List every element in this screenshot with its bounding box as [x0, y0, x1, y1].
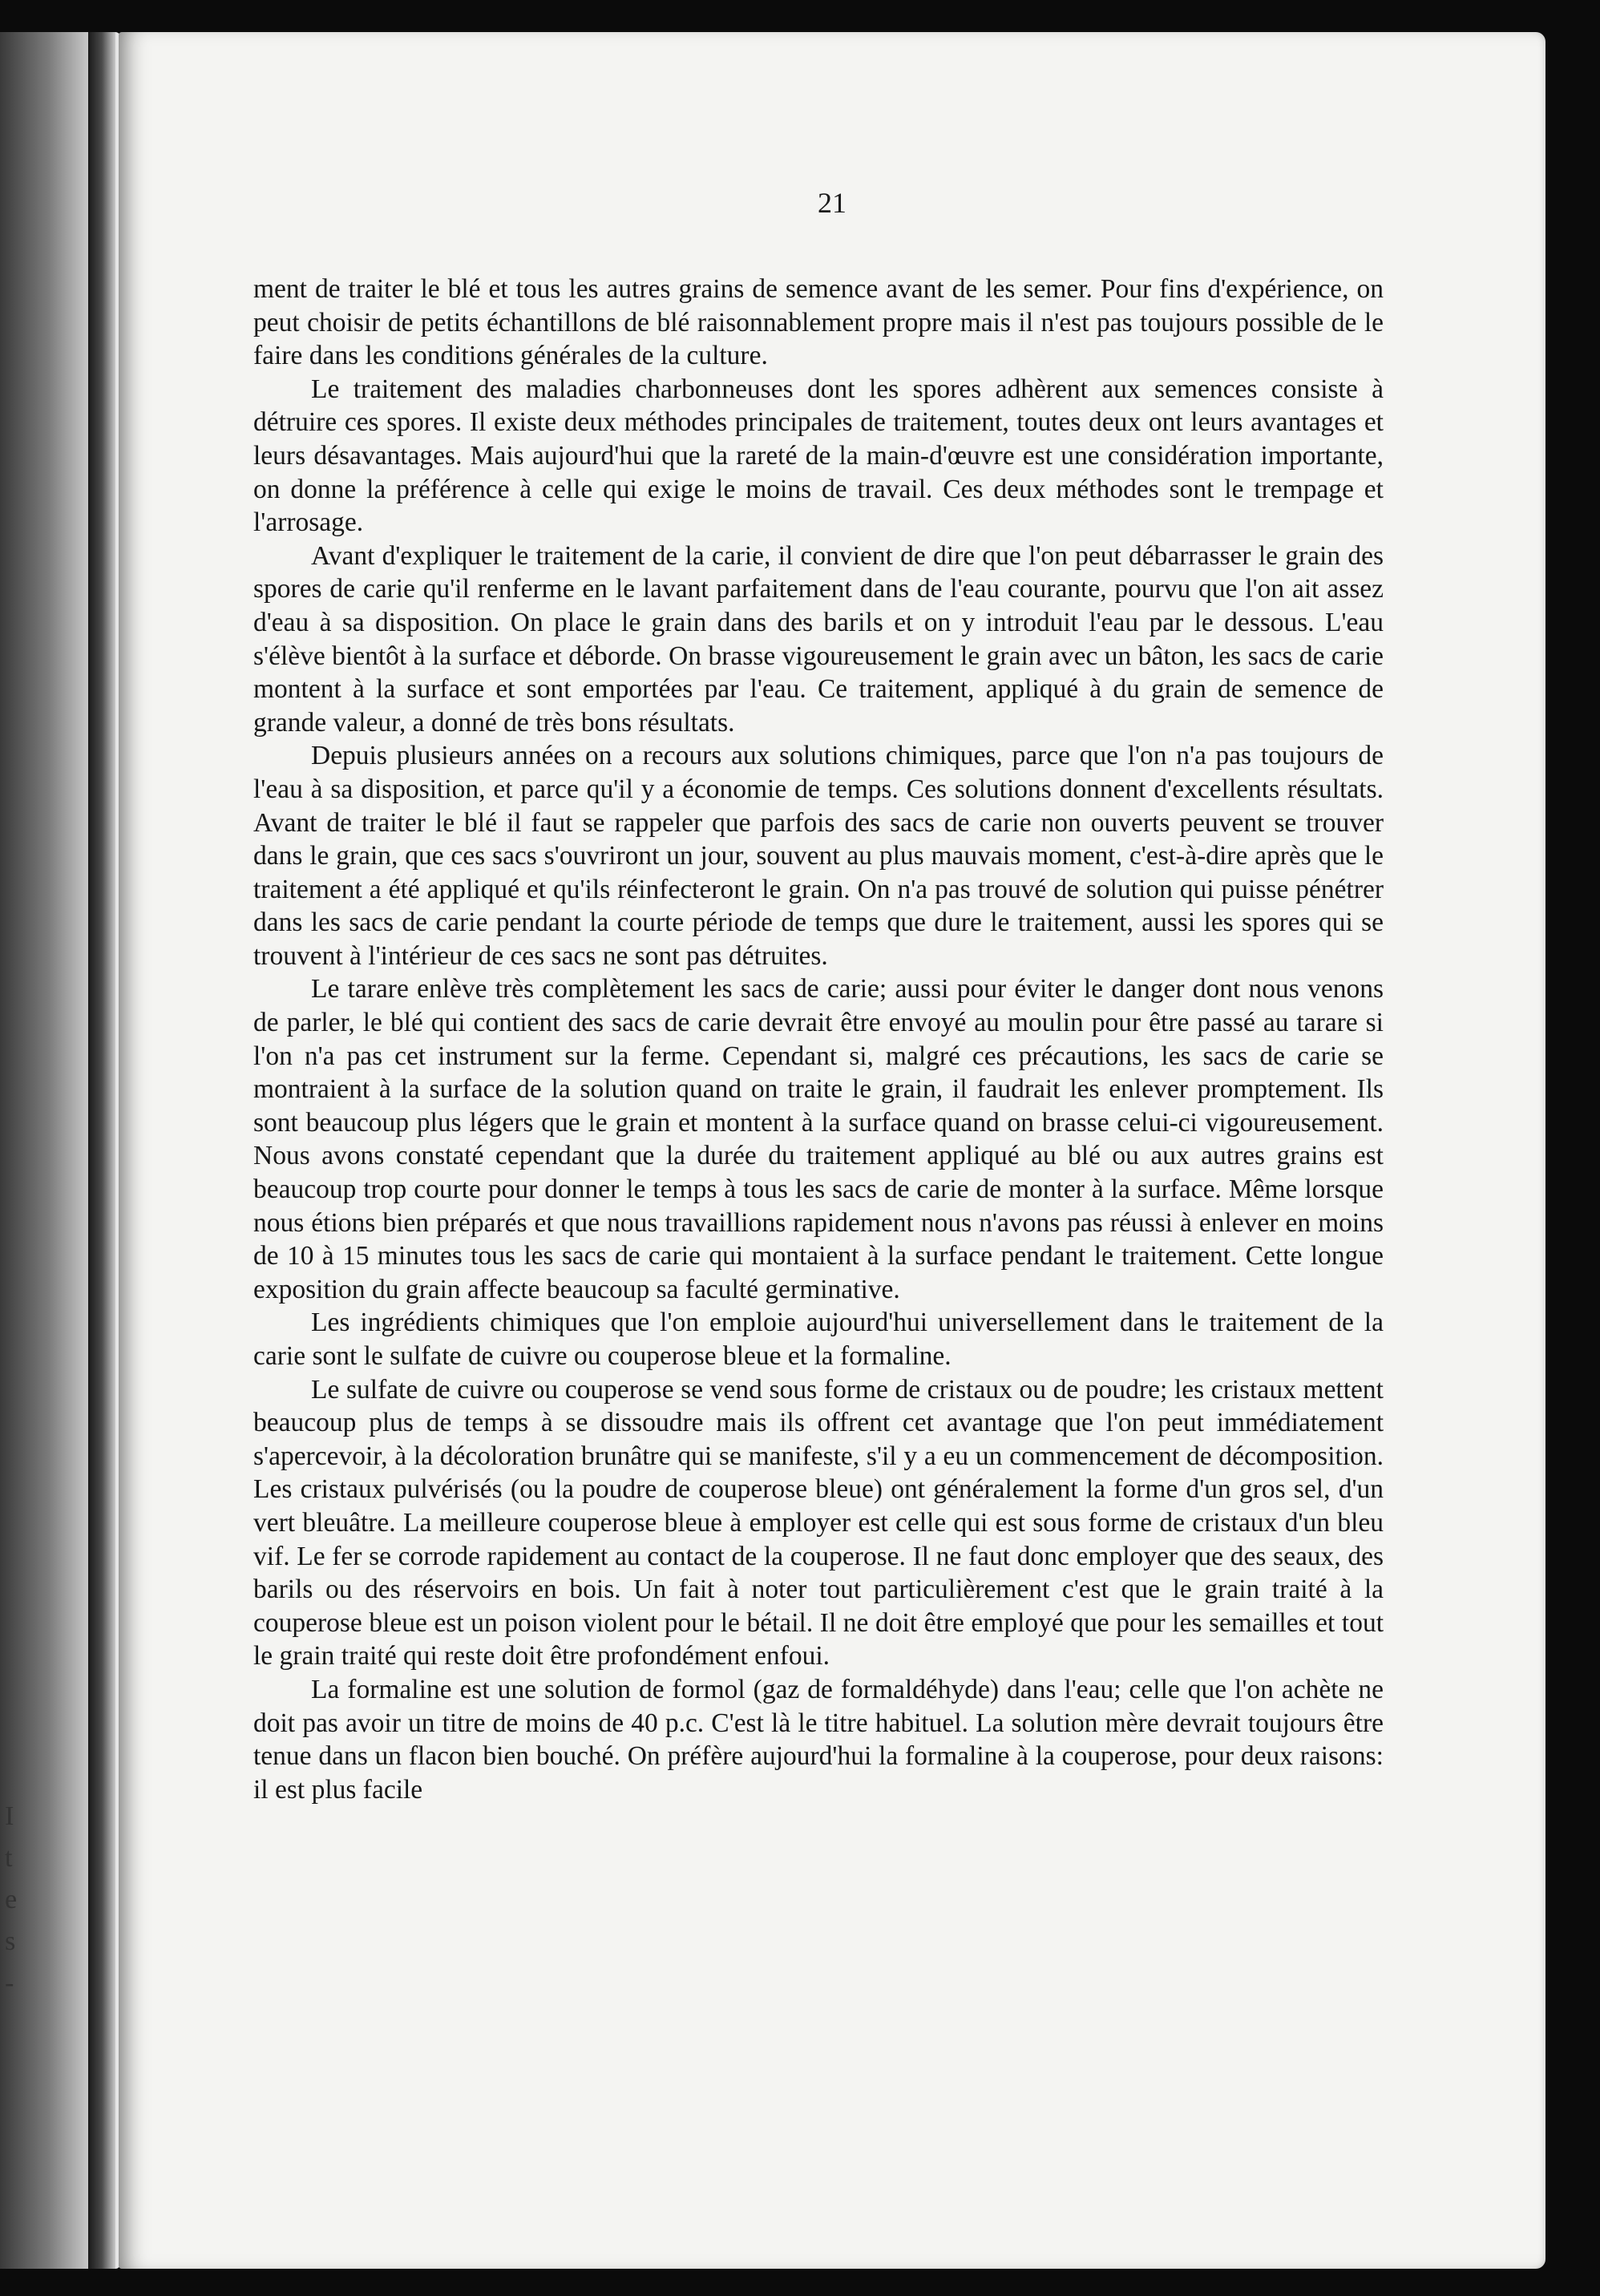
paragraph: Le tarare enlève très complètement les sacs de carie; aussi pour éviter le danger dont nous venons de parler, le blé qui contient des sacs de carie devrait être envoyé au moulin pour être passé au tarare si l'on n'a pas cet instrument sur la ferme. Cependant si, malgré ces précautions, les sacs de carie se montraient à la surface de la solution quand on traite le grain, il faudrait les enlever promptement. Ils sont beaucoup plus légers que le grain et montent à la surface quand on brasse celui-ci vigoureusement. Nous avons constaté cependant que la durée du traitement appliqué au blé ou aux autres grains est beaucoup trop courte pour donner le temps à tous les sacs de carie de monter à la surface. Même lorsque nous étions bien préparés et que nous travaillions rapidement nous n'avons pas réussi à enlever en moins de 10 à 15 minutes tous les sacs de carie qui montaient à la surface pendant le traitement. Cette longue exposition du grain affecte beaucoup sa faculté germinative. — [253, 974, 1384, 1304]
margin-mark: I — [5, 1801, 14, 1831]
paragraph: La formaline est une solution de formol (gaz de formaldéhyde) dans l'eau; celle que l'on achète ne doit pas avoir un titre de moins de 40 p.c. C'est là le titre habituel. La solution mère devrait toujours être tenue dans un flacon bien bouché. On préfère aujourd'hui la formaline à la couperose, pour deux raisons: il est plus facile — [253, 1674, 1384, 1805]
margin-mark: t — [5, 1843, 13, 1873]
paragraph: Les ingrédients chimiques que l'on emploie aujourd'hui universellement dans le traitement de la carie sont le sulfate de cuivre ou couperose bleue et la formaline. — [253, 1308, 1384, 1371]
paragraph: ment de traiter le blé et tous les autres grains de semence avant de les semer. Pour fins d'expérience, on peut choisir de petits échantillons de blé raisonnablement propre mais il n'est pas toujours possible de le faire dans les conditions générales de la culture. — [253, 274, 1384, 371]
paragraph: Le sulfate de cuivre ou couperose se vend sous forme de cristaux ou de poudre; les cristaux mettent beaucoup plus de temps à se dissoudre mais ils offrent cet avantage que l'on peut immédiatement s'apercevoir, à la décoloration brunâtre qui se manifeste, s'il y a eu un commencement de décomposition. Les cristaux pulvérisés (ou la poudre de couperose bleue) ont généralement la forme d'un gros sel, d'un vert bleuâtre. La meilleure couperose bleue à employer est celle qui est sous forme de cristaux d'un bleu vif. Le fer se corrode rapidement au contact de la couperose. Il ne faut donc employer que des seaux, des barils ou des réservoirs en bois. Un fait à noter tout particulièrement c'est que le grain traité à la couperose bleue est un poison violent pour le bétail. Il ne doit être employé que pour les semailles et tout le grain traité qui reste doit être profondément enfoui. — [253, 1374, 1384, 1671]
margin-mark: - — [5, 1968, 14, 1998]
page-number: 21 — [818, 187, 846, 219]
previous-page-edge — [0, 32, 120, 2269]
left-margin-marks — [5, 1796, 37, 2004]
paragraph: Depuis plusieurs années on a recours aux solutions chimiques, parce que l'on n'a pas toujours de l'eau à sa disposition, et parce qu'il y a économie de temps. Ces solutions donnent d'excellents résultats. Avant de traiter le blé il faut se rappeler que parfois des sacs de carie non ouverts peuvent se trouver dans le grain, que ces sacs s'ouvriront un jour, souvent au plus mauvais moment, c'est-à-dire après que le traitement a été appliqué et qu'ils réinfecteront le grain. On n'a pas trouvé de solution qui puisse pénétrer dans les sacs de carie pendant la courte période de temps que dure le traitement, aussi les spores qui se trouvent à l'intérieur de ces sacs ne sont pas détruites. — [253, 741, 1384, 971]
paragraph: Le traitement des maladies charbonneuses dont les spores adhèrent aux semences consiste à détruire ces spores. Il existe deux méthodes principales de traitement, toutes deux ont leurs avantages et leurs désavantages. Mais aujourd'hui que la rareté de la main-d'œuvre est une considération importante, on donne la préférence à celle qui exige le moins de travail. Ces deux méthodes sont le trempage et l'arrosage. — [253, 374, 1384, 538]
margin-mark: s — [5, 1926, 16, 1956]
document-page — [119, 32, 1545, 2269]
body-text — [253, 273, 1384, 1806]
margin-mark: e — [5, 1885, 18, 1914]
paragraph: Avant d'expliquer le traitement de la carie, il convient de dire que l'on peut débarrasser le grain des spores de carie qu'il renferme en le lavant parfaitement dans de l'eau courante, pourvu que l'on ait assez d'eau à sa disposition. On place le grain dans des barils et on y introduit l'eau par le dessous. L'eau s'élève bientôt à la surface et déborde. On brasse vigoureusement le grain avec un bâton, les sacs de carie montent à la surface et sont emportées par l'eau. Ce traitement, appliqué à du grain de semence de grande valeur, a donné de très bons résultats. — [253, 540, 1384, 738]
book-spine — [88, 32, 115, 2269]
